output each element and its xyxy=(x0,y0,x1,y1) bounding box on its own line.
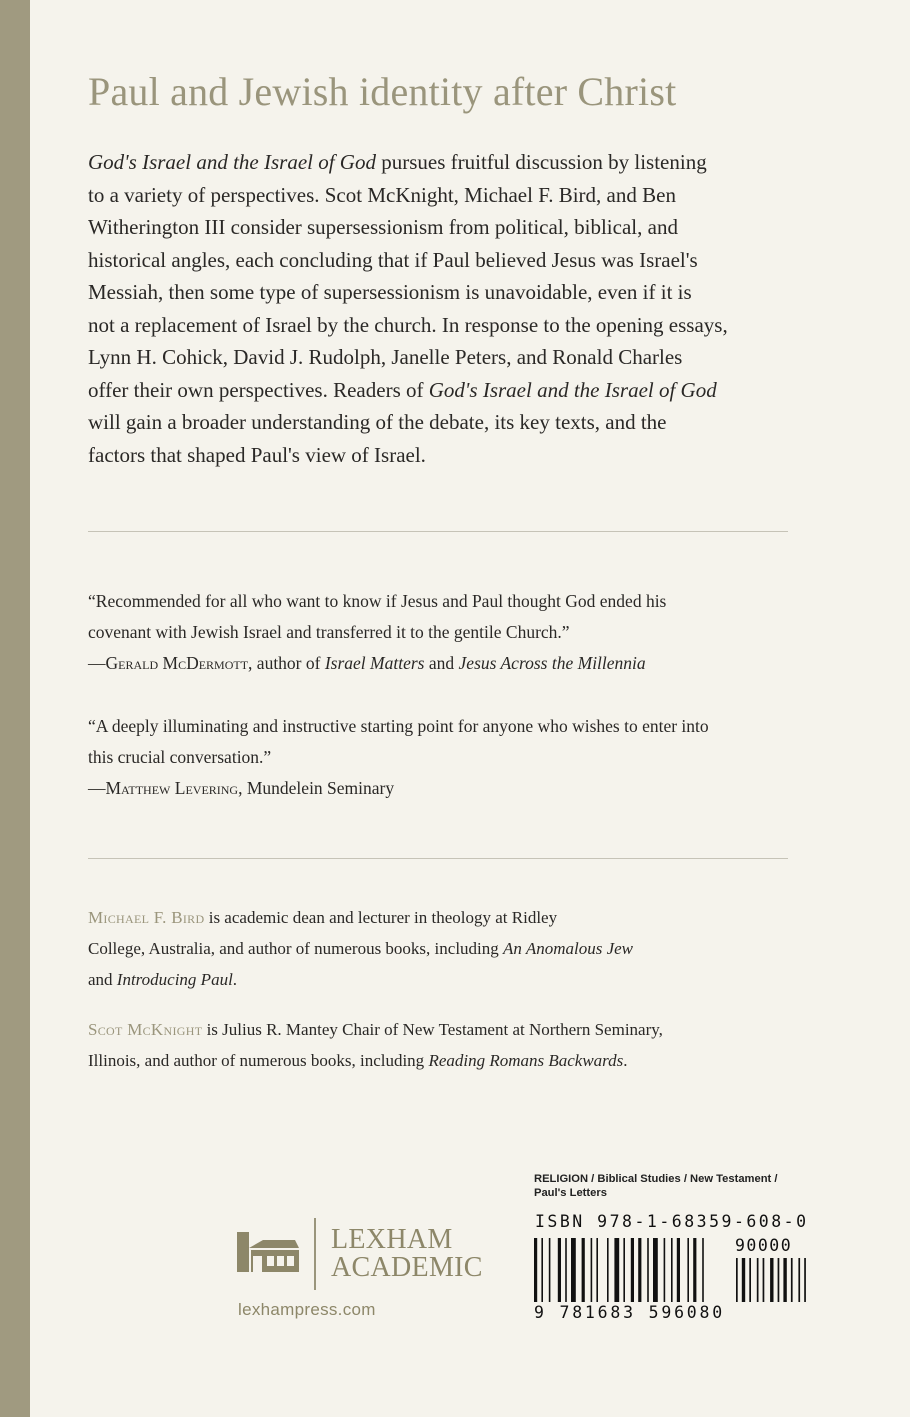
description-line-10: factors that shaped Paul's view of Israel. xyxy=(88,442,426,467)
description-line-3: Witherington III consider supersessionism from political, biblical, and xyxy=(88,215,678,239)
description-line-4: historical angles, each concluding that if Paul believed Jesus was Israel's xyxy=(88,247,698,272)
author-bio-2: Scot McKnight is Julius R. Mantey Chair of New Testament at Northern Seminary, Illinois, and author of numerous books, including Reading Romans Backwards. xyxy=(88,1020,663,1070)
description-line-9: will gain a broader understanding of the debate, its key texts, and the xyxy=(88,410,667,434)
endorsement-attribution: —Matthew Levering, Mundelein Seminary xyxy=(88,778,395,798)
price-code: 90000 xyxy=(735,1236,793,1255)
logo-divider xyxy=(314,1218,316,1290)
publisher-url: lexhampress.com xyxy=(238,1300,376,1319)
endorsement-text: “Recommended for all who want to know if Jesus and Paul thought God ended his xyxy=(88,591,667,611)
spine-band xyxy=(0,0,30,1417)
author-bio-1: Michael F. Bird is academic dean and lecturer in theology at Ridley College, Australia, and author of numerous books, including An Anomalous Jew and Introducing Paul. xyxy=(88,908,634,989)
barcode-digits: 9 781683 596080 xyxy=(534,1303,726,1322)
book-title-italic: Introducing Paul xyxy=(116,970,233,989)
endorsement-1 xyxy=(88,586,778,679)
description-line-1: pursues fruitful discussion by listening xyxy=(375,150,707,174)
bisac-category: RELIGION / Biblical Studies / New Testament / Paul's Letters xyxy=(534,1173,778,1199)
author-name: Scot McKnight xyxy=(88,1020,203,1039)
book-title-italic: Reading Romans Backwards xyxy=(428,1051,624,1070)
description-line-5: Messiah, then some type of supersessionism is unavoidable, even if it is xyxy=(88,280,692,304)
book-title-italic: God's Israel and the Israel of God xyxy=(428,377,717,402)
description-line-6: not a replacement of Israel by the church. In response to the opening essays, xyxy=(88,312,728,337)
endorsement-text: covenant with Jewish Israel and transferred it to the gentile Church.” xyxy=(88,622,570,642)
book-title-italic: Israel Matters xyxy=(324,653,425,673)
book-title-italic: An Anomalous Jew xyxy=(503,939,634,958)
endorser-name: Gerald McDermott xyxy=(105,653,249,673)
publisher-name: LEXHAM ACADEMIC xyxy=(331,1224,483,1283)
endorsement-2 xyxy=(88,711,778,804)
divider-top xyxy=(88,531,788,532)
description-line-7: Lynn H. Cohick, David J. Rudolph, Janelle Peters, and Ronald Charles xyxy=(88,345,683,369)
endorsement-attribution: —Gerald McDermott, author of Israel Matters and Jesus Across the Millennia xyxy=(88,653,646,673)
endorser-name: Matthew Levering xyxy=(105,778,239,798)
book-title-italic: Jesus Across the Millennia xyxy=(458,653,646,673)
description-line-2: to a variety of perspectives. Scot McKnight, Michael F. Bird, and Ben xyxy=(88,182,676,207)
endorsement-text: “A deeply illuminating and instructive starting point for anyone who wishes to enter into xyxy=(88,716,709,736)
author-name: Michael F. Bird xyxy=(88,908,205,927)
description-line-8: offer their own perspectives. Readers of xyxy=(88,377,429,402)
book-title-italic: God's Israel and the Israel of God xyxy=(88,150,376,174)
divider-bottom xyxy=(88,858,788,859)
lexham-logo-icon xyxy=(237,1232,301,1272)
book-description xyxy=(88,146,748,471)
isbn-label: ISBN 978-1-68359-608-0 xyxy=(535,1212,809,1231)
page-title: Paul and Jewish identity after Christ xyxy=(88,69,677,114)
endorsement-text: this crucial conversation.” xyxy=(88,747,272,767)
